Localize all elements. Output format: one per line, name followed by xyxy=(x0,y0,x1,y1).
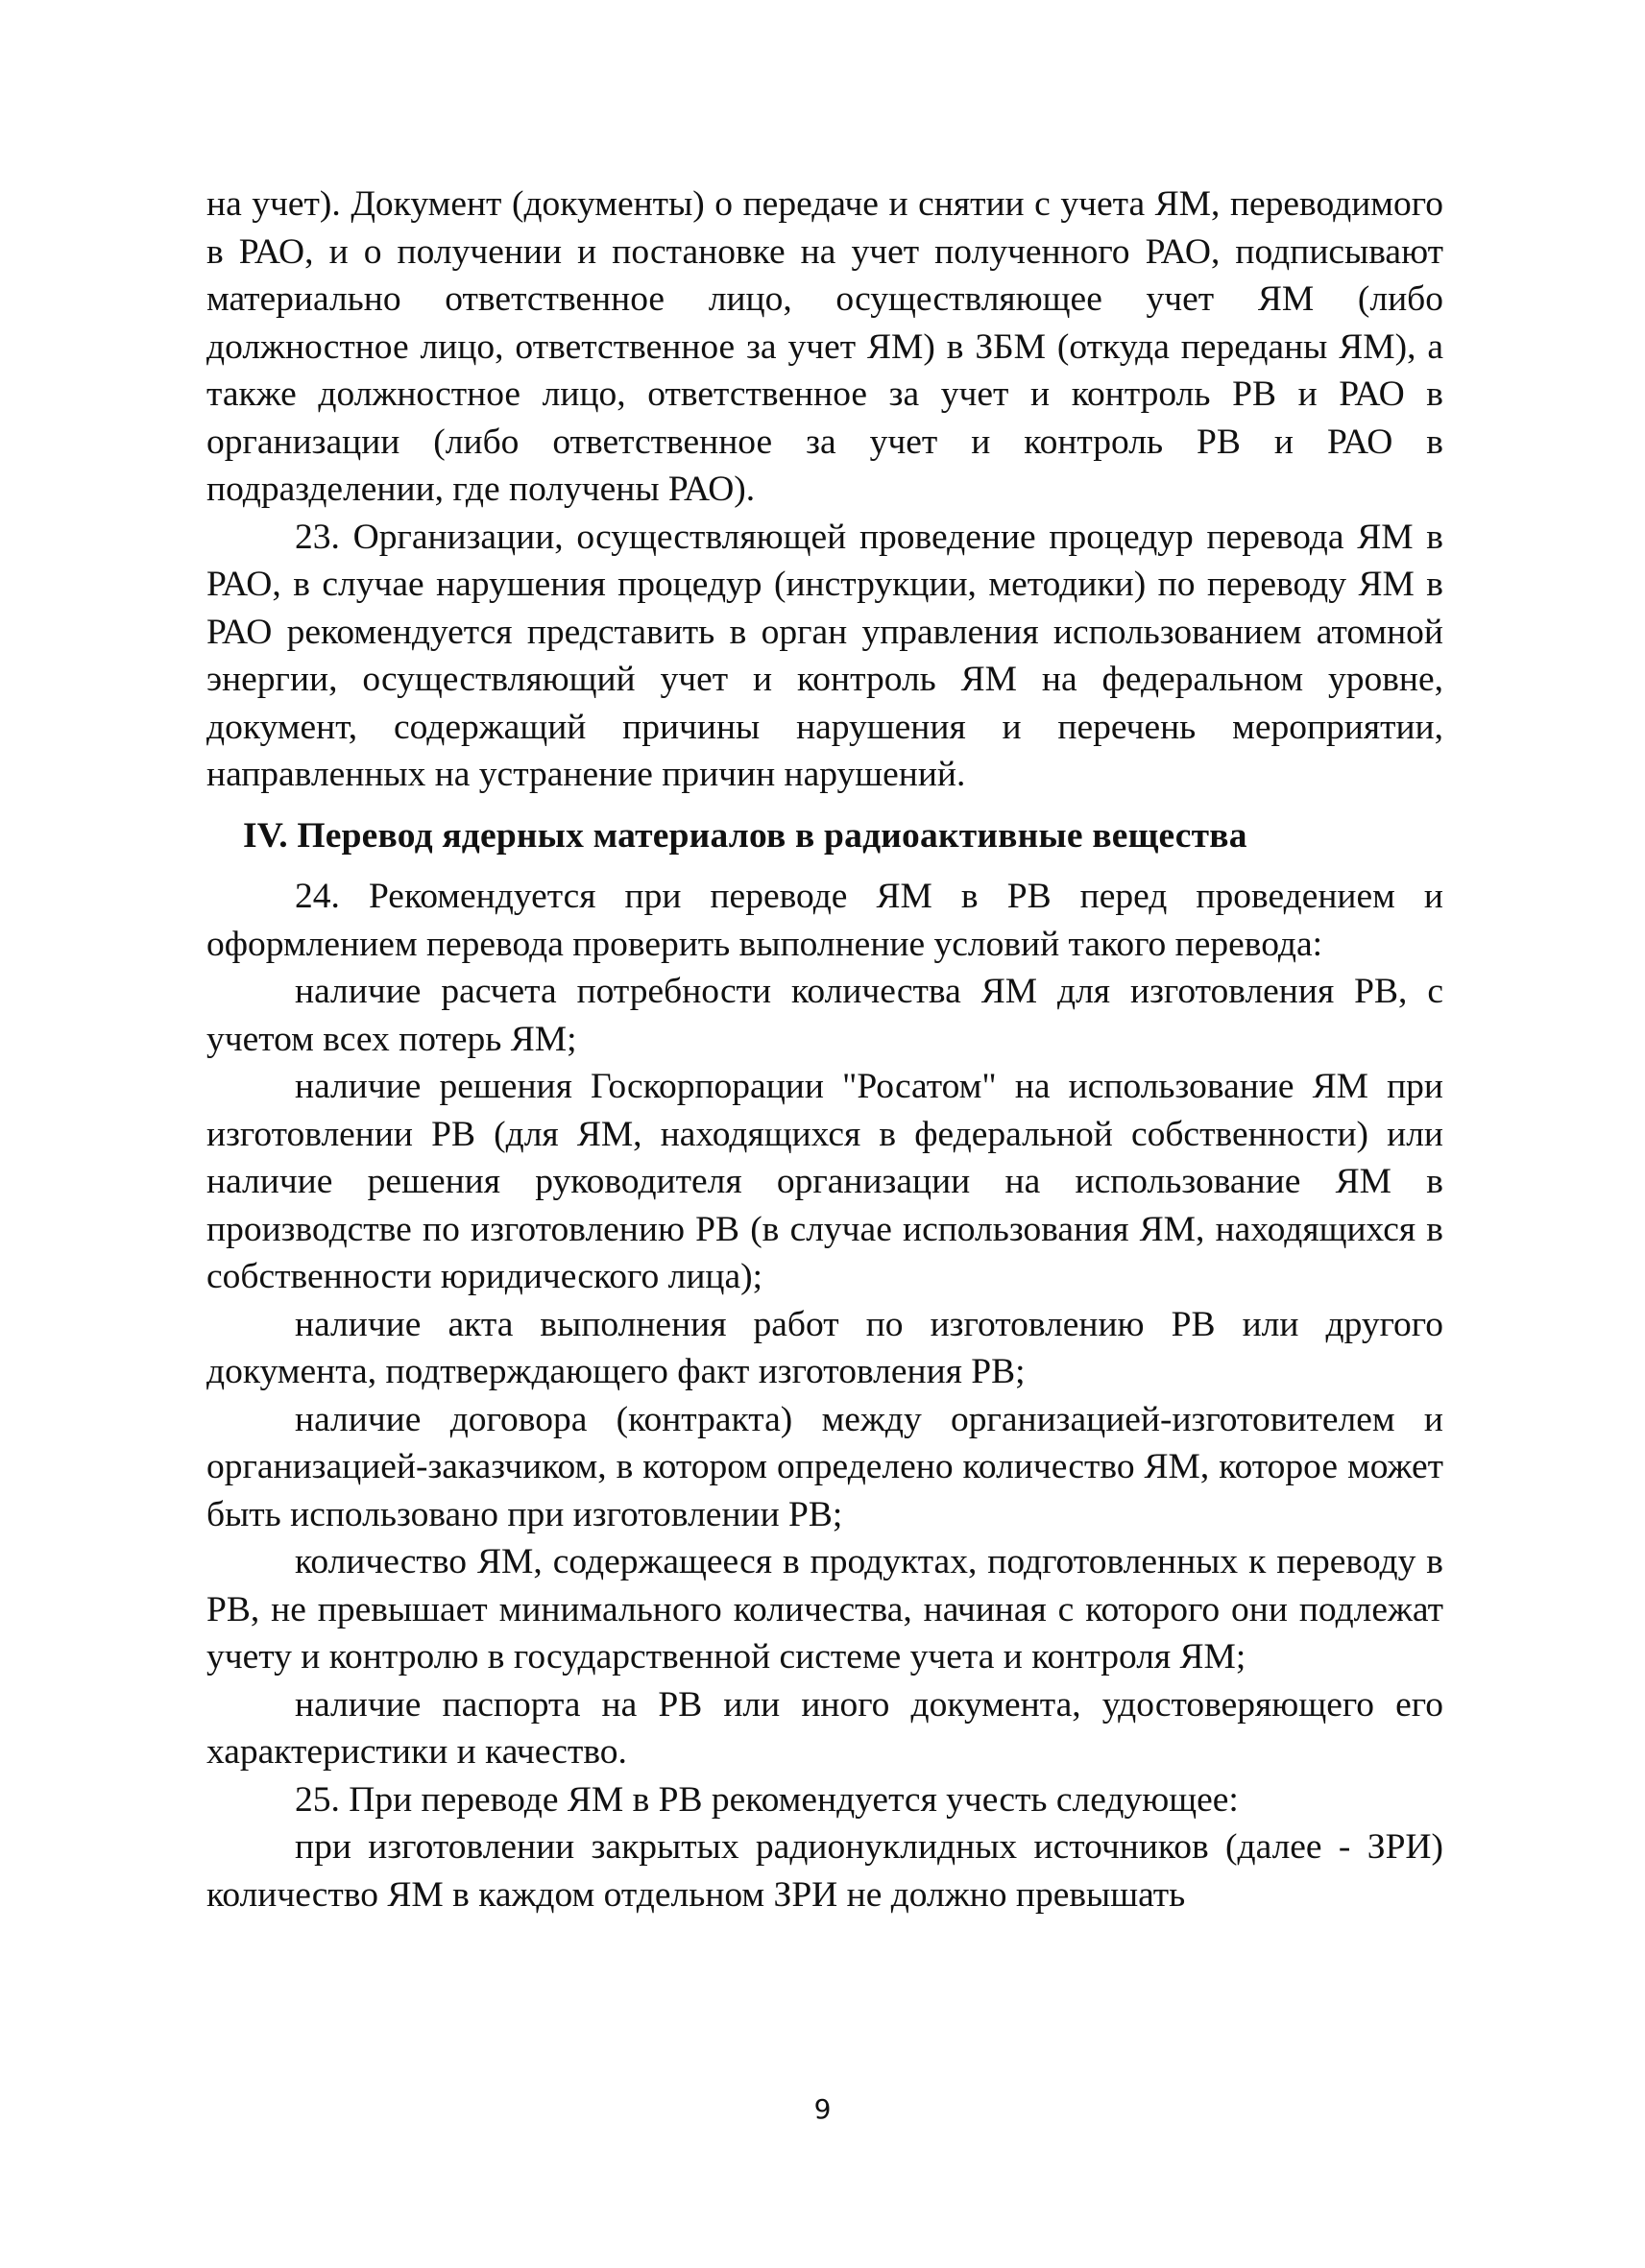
condition-item: наличие решения Госкорпорации "Росатом" на использование ЯМ при изготовлении РВ (для ЯМ, находящихся в федеральной собственности) или наличие решения руководителя организации на использование ЯМ в производстве по изготовлению РВ (в случае использования ЯМ, находящихся в собственности юридического лица); xyxy=(206,1067,1443,1296)
condition-item: наличие расчета потребности количества ЯМ для изготовления РВ, с учетом всех потерь ЯМ; xyxy=(206,972,1443,1059)
paragraph-25-item: при изготовлении закрытых радионуклидных источников (далее - ЗРИ) количество ЯМ в каждом отдельном ЗРИ не должно превышать xyxy=(206,1827,1443,1915)
continuation-paragraph: на учет). Документ (документы) о передаче и снятии с учета ЯМ, переводимого в РАО, и о получении и постановке на учет полученного РАО, подписывают материально ответственное лицо, осуществляющее учет ЯМ (либо должностное лицо, ответственное за учет ЯМ) в ЗБМ (откуда переданы ЯМ), а также должностное лицо, ответственное за учет и контроль РВ и РАО в организации (либо ответственное за учет и контроль РВ и РАО в подразделении, где получены РАО). xyxy=(206,184,1443,509)
paragraph-23: 23. Организации, осуществляющей проведение процедур перевода ЯМ в РАО, в случае нарушения процедур (инструкции, методики) по переводу ЯМ в РАО рекомендуется представить в орган управления использованием атомной энергии, осуществляющий учет и контроль ЯМ на федеральном уровне, документ, содержащий причины нарушения и перечень мероприятии, направленных на устранение причин нарушений. xyxy=(206,517,1443,794)
section-heading: IV. Перевод ядерных материалов в радиоактивные вещества xyxy=(243,815,1247,856)
paragraph-25: 25. При переводе ЯМ в РВ рекомендуется учесть следующее: xyxy=(295,1779,1239,1820)
paragraph-24: 24. Рекомендуется при переводе ЯМ в РВ перед проведением и оформлением перевода проверить выполнение условий такого перевода: xyxy=(206,877,1443,964)
condition-item: наличие акта выполнения работ по изготовлению РВ или другого документа, подтверждающего факт изготовления РВ; xyxy=(206,1304,1443,1391)
condition-item: количество ЯМ, содержащееся в продуктах, подготовленных к переводу в РВ, не превышает минимального количества, начиная с которого они подлежат учету и контролю в государственной системе учета и контроля ЯМ; xyxy=(206,1542,1443,1677)
page-number: 9 xyxy=(813,2093,832,2125)
condition-item: наличие договора (контракта) между организацией-изготовителем и организацией-заказчиком, в котором определено количество ЯМ, которое может быть использовано при изготовлении РВ; xyxy=(206,1399,1443,1534)
document-page xyxy=(206,181,1443,1918)
condition-item: наличие паспорта на РВ или иного документа, удостоверяющего его характеристики и качество. xyxy=(206,1684,1443,1772)
